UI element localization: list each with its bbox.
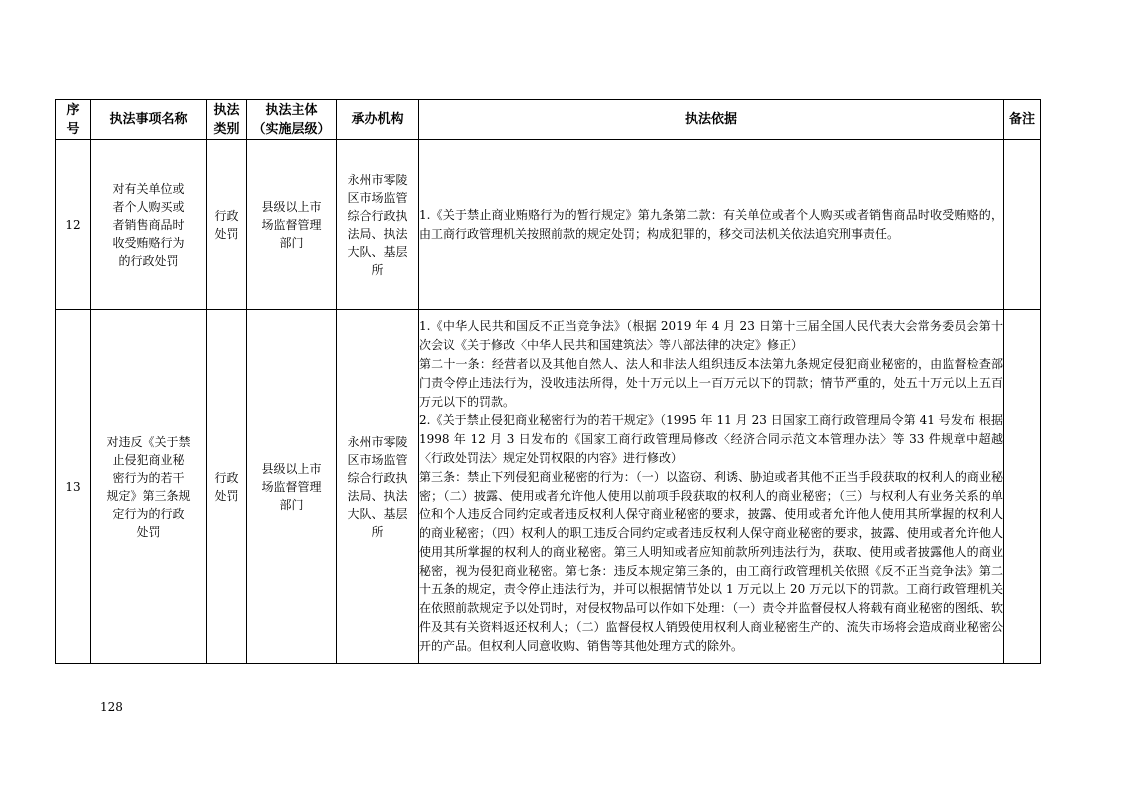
row-subject: 县级以上市 场监督管理 部门 <box>247 310 337 664</box>
row-seq: 12 <box>56 140 91 310</box>
row-remark <box>1004 310 1041 664</box>
table-row <box>56 140 1041 310</box>
row-subject: 县级以上市 场监督管理 部门 <box>247 140 337 310</box>
row-basis <box>419 140 1004 310</box>
header-basis: 执法依据 <box>419 100 1004 140</box>
row-category: 行政 处罚 <box>207 140 247 310</box>
row-name: 对违反《关于禁 止侵犯商业秘 密行为的若干 规定》第三条规 定行为的行政 处罚 <box>91 310 207 664</box>
page-number: 128 <box>100 700 123 714</box>
row-name: 对有关单位或 者个人购买或 者销售商品时 收受贿赂行为 的行政处罚 <box>91 140 207 310</box>
row-category: 行政 处罚 <box>207 310 247 664</box>
basis-paragraph: 第三条：禁止下列侵犯商业秘密的行为：（一）以盗窃、利诱、胁迫或者其他不正当手段获取的权利人的商业秘密；（二）披露、使用或者允许他人使用以前项手段获取的权利人的商业秘密；（三）与权利人有业务关系的单位和个人违反合同约定或者违反权利人保守商业秘密的要求，披露、使用或者允许他人使用其所掌握的权利人的商业秘密；（四）权利人的职工违反合同约定或者违反权利人保守商业秘密的要求，披露、使用或者允许他人使用其所掌握的权利人的商业秘密。第三人明知或者应知前款所列违法行为，获取、使用或者披露他人的商业秘密，视为侵犯商业秘密。第七条：违反本规定第三条的，由工商行政管理机关依照《反不正当竞争法》第二十五条的规定，责令停止违法行为，并可以根据情节处以 1 万元以上 20 万元以下的罚款。工商行政管理机关在依照前款规定予以处罚时，对侵权物品可以作如下处理：（一）责令并监督侵权人将载有商业秘密的图纸、软件及其有关资料返还权利人；（二）监督侵权人销毁使用权利人商业秘密生产的、流失市场将会造成商业秘密公开的产品。但权利人同意收购、销售等其他处理方式的除外。 <box>419 469 1003 653</box>
header-category: 执法 类别 <box>207 100 247 140</box>
table-header-row <box>56 100 1041 140</box>
row-org: 永州市零陵 区市场监管 综合行政执 法局、执法 大队、基层 所 <box>337 140 419 310</box>
basis-paragraph: 1.《中华人民共和国反不正当竞争法》（根据 2019 年 4 月 23 日第十三届全国人民代表大会常务委员会第十次会议《关于修改〈中华人民共和国建筑法〉等八部法律的决定》修正） <box>419 319 1003 353</box>
header-seq: 序 号 <box>56 100 91 140</box>
row-org: 永州市零陵 区市场监管 综合行政执 法局、执法 大队、基层 所 <box>337 310 419 664</box>
table-row <box>56 310 1041 664</box>
header-org: 承办机构 <box>337 100 419 140</box>
header-remark: 备注 <box>1004 100 1041 140</box>
row-seq: 13 <box>56 310 91 664</box>
header-subject: 执法主体 （实施层级） <box>247 100 337 140</box>
row-basis <box>419 310 1004 664</box>
basis-paragraph: 2.《关于禁止侵犯商业秘密行为的若干规定》（1995 年 11 月 23 日国家工商行政管理局令第 41 号发布 根据 1998 年 12 月 3 日发布的《国家工商行政管理局修改〈经济合同示范文本管理办法〉等 33 件规章中超越〈行政处罚法〉规定处罚权限的内容》进行修改） <box>419 413 1003 465</box>
header-name: 执法事项名称 <box>91 100 207 140</box>
enforcement-table <box>55 99 1041 664</box>
basis-paragraph: 第二十一条：经营者以及其他自然人、法人和非法人组织违反本法第九条规定侵犯商业秘密的，由监督检查部门责令停止违法行为，没收违法所得，处十万元以上一百万元以下的罚款；情节严重的，处五十万元以上五百万元以下的罚款。 <box>419 356 1003 409</box>
basis-paragraph: 1.《关于禁止商业贿赂行为的暂行规定》第九条第二款：有关单位或者个人购买或者销售商品时收受贿赂的，由工商行政管理机关按照前款的规定处罚；构成犯罪的，移交司法机关依法追究刑事责任。 <box>419 207 1003 241</box>
row-remark <box>1004 140 1041 310</box>
